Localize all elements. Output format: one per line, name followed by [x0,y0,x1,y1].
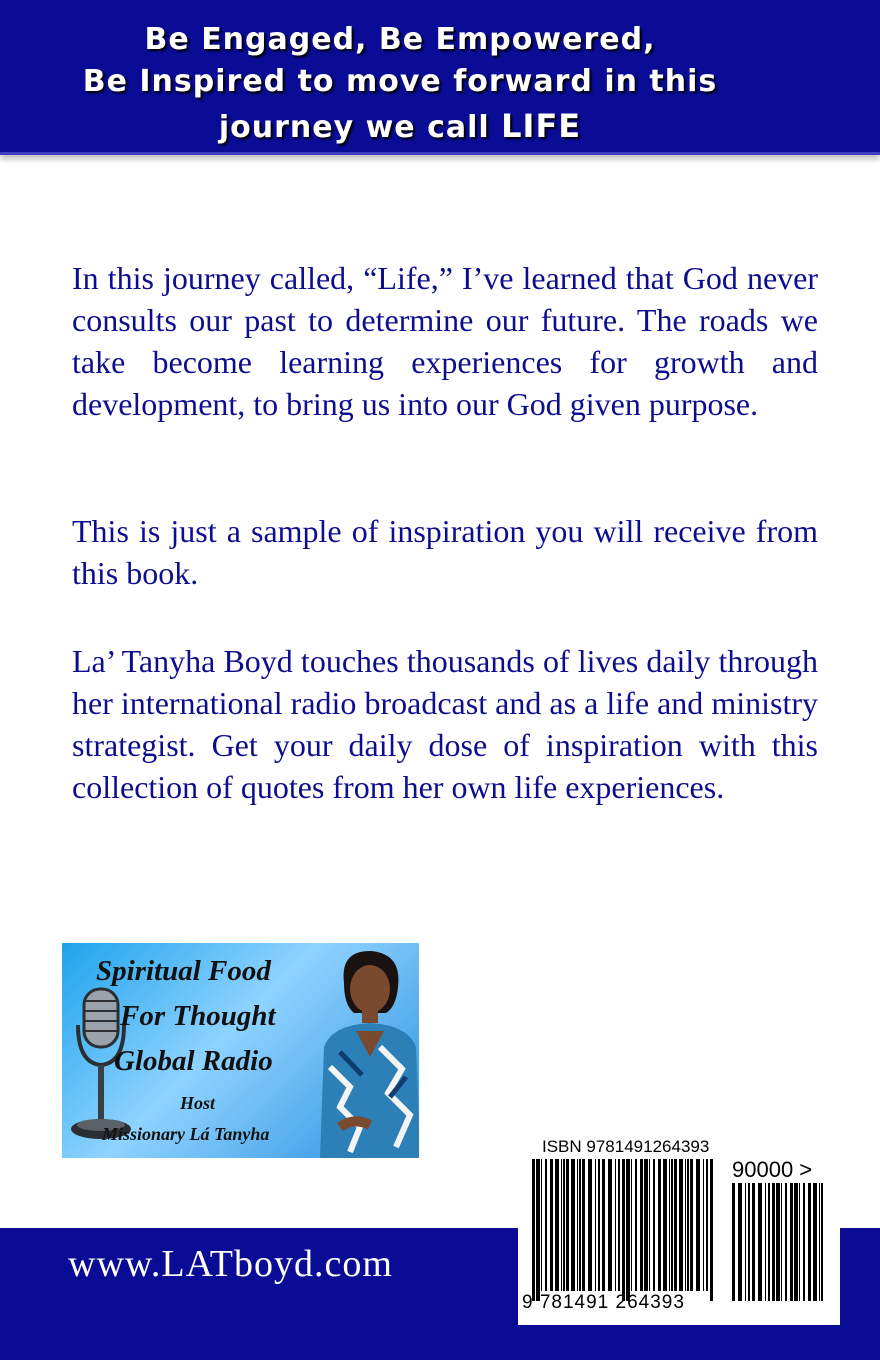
barcode-bar [690,1159,693,1291]
barcode-bar [758,1183,762,1301]
barcode-bar [687,1159,689,1291]
barcode-bar [679,1159,683,1291]
barcode-bar [658,1159,661,1291]
author-bio-paragraph: La’ Tanyha Boyd touches thousands of lives daily through her international radio broadcast and as a life and ministry strategist. Get your daily dose of inspiration with this collection of quotes from her own life experiences. [72,643,818,805]
host-name: Missionary Lá Tanyha [102,1124,270,1144]
barcode-bar [602,1159,605,1291]
barcode-bar [618,1159,620,1291]
barcode-bar [752,1183,755,1301]
barcode-bar [808,1183,811,1301]
barcode-bar [674,1159,677,1291]
barcode-bar [598,1159,600,1291]
barcode-bar [541,1159,542,1291]
barcode-bar [669,1159,670,1291]
host-label: Host [180,1093,216,1113]
price-code-label: 90000 > [732,1157,813,1182]
radio-title-line-3: Global Radio [114,1045,273,1077]
barcode-bar [615,1159,616,1291]
barcode-bar [577,1159,578,1291]
barcode-bar [631,1159,632,1291]
barcode-bar [813,1183,817,1301]
sample-paragraph: This is just a sample of inspiration you will receive from this book. [72,513,818,591]
barcode-bar [550,1159,553,1291]
radio-show-card [62,943,419,1158]
barcode-bar [555,1159,559,1291]
radio-title-line-2: For Thought [120,1000,276,1032]
barcode-bar [644,1159,648,1291]
barcode-bar [649,1159,650,1291]
price-barcode-bars [732,1183,823,1301]
website-link[interactable]: www.LATboyd.com [68,1243,393,1285]
barcode-bar [768,1183,770,1301]
barcode-bar [608,1159,612,1291]
barcode-bar [821,1183,823,1301]
barcode-bar [626,1159,630,1301]
headline-line-3 [0,107,800,145]
barcode-bar [671,1159,673,1291]
headline-life-emphasis: LIFE [501,107,582,145]
barcode-bar [819,1183,820,1301]
barcode-bar [532,1159,535,1301]
barcode-bar [803,1183,805,1301]
radio-title-line-1: Spiritual Food [96,955,271,987]
ean13-barcode-bars [532,1159,713,1301]
barcode-bar [563,1159,565,1291]
barcode-bar [794,1183,798,1301]
headline-line-3-prefix: journey we call [218,110,502,145]
barcode-panel [518,1125,840,1325]
barcode-bar [685,1159,686,1291]
barcode-bar [706,1159,708,1291]
barcode-bar [640,1159,643,1291]
host-photo [310,947,419,1158]
barcode-bar [785,1183,787,1301]
barcode-bar [622,1159,625,1301]
barcode-bar [571,1159,575,1291]
barcode-bar [710,1159,713,1301]
isbn-digits: 9 781491 264393 [522,1292,685,1313]
barcode-bar [703,1159,704,1291]
barcode-bar [776,1183,780,1301]
barcode-bar [732,1183,735,1301]
intro-paragraph: In this journey called, “Life,” I’ve learned that God never consults our past to determine our future. The roads we take become learning experiences for growth and development, to bring us into our God given purpose. [72,260,818,422]
barcode-bar [536,1159,540,1301]
barcode-bar [790,1183,793,1301]
barcode-bar [545,1159,547,1291]
barcode-bar [561,1159,562,1291]
barcode-bar [579,1159,581,1291]
header-banner [0,0,880,155]
barcode-bar [781,1183,782,1301]
barcode-bar [635,1159,637,1291]
headline-line-2: Be Inspired to move forward in this [82,64,718,99]
barcode-bar [588,1159,592,1291]
barcode-bar [663,1159,667,1291]
barcode-bar [765,1183,766,1301]
barcode-bar [748,1183,750,1301]
barcode-bar [653,1159,655,1291]
barcode-bar [799,1183,800,1301]
barcode-bar [738,1183,742,1301]
headline-line-1: Be Engaged, Be Empowered, [144,22,656,57]
barcode-bar [772,1183,775,1301]
barcode-bar [595,1159,596,1291]
isbn-label: ISBN 9781491264393 [542,1137,710,1156]
barcode-bar [696,1159,700,1291]
barcode-bar [566,1159,569,1291]
barcode-bar [582,1159,585,1291]
barcode-bar [745,1183,746,1301]
